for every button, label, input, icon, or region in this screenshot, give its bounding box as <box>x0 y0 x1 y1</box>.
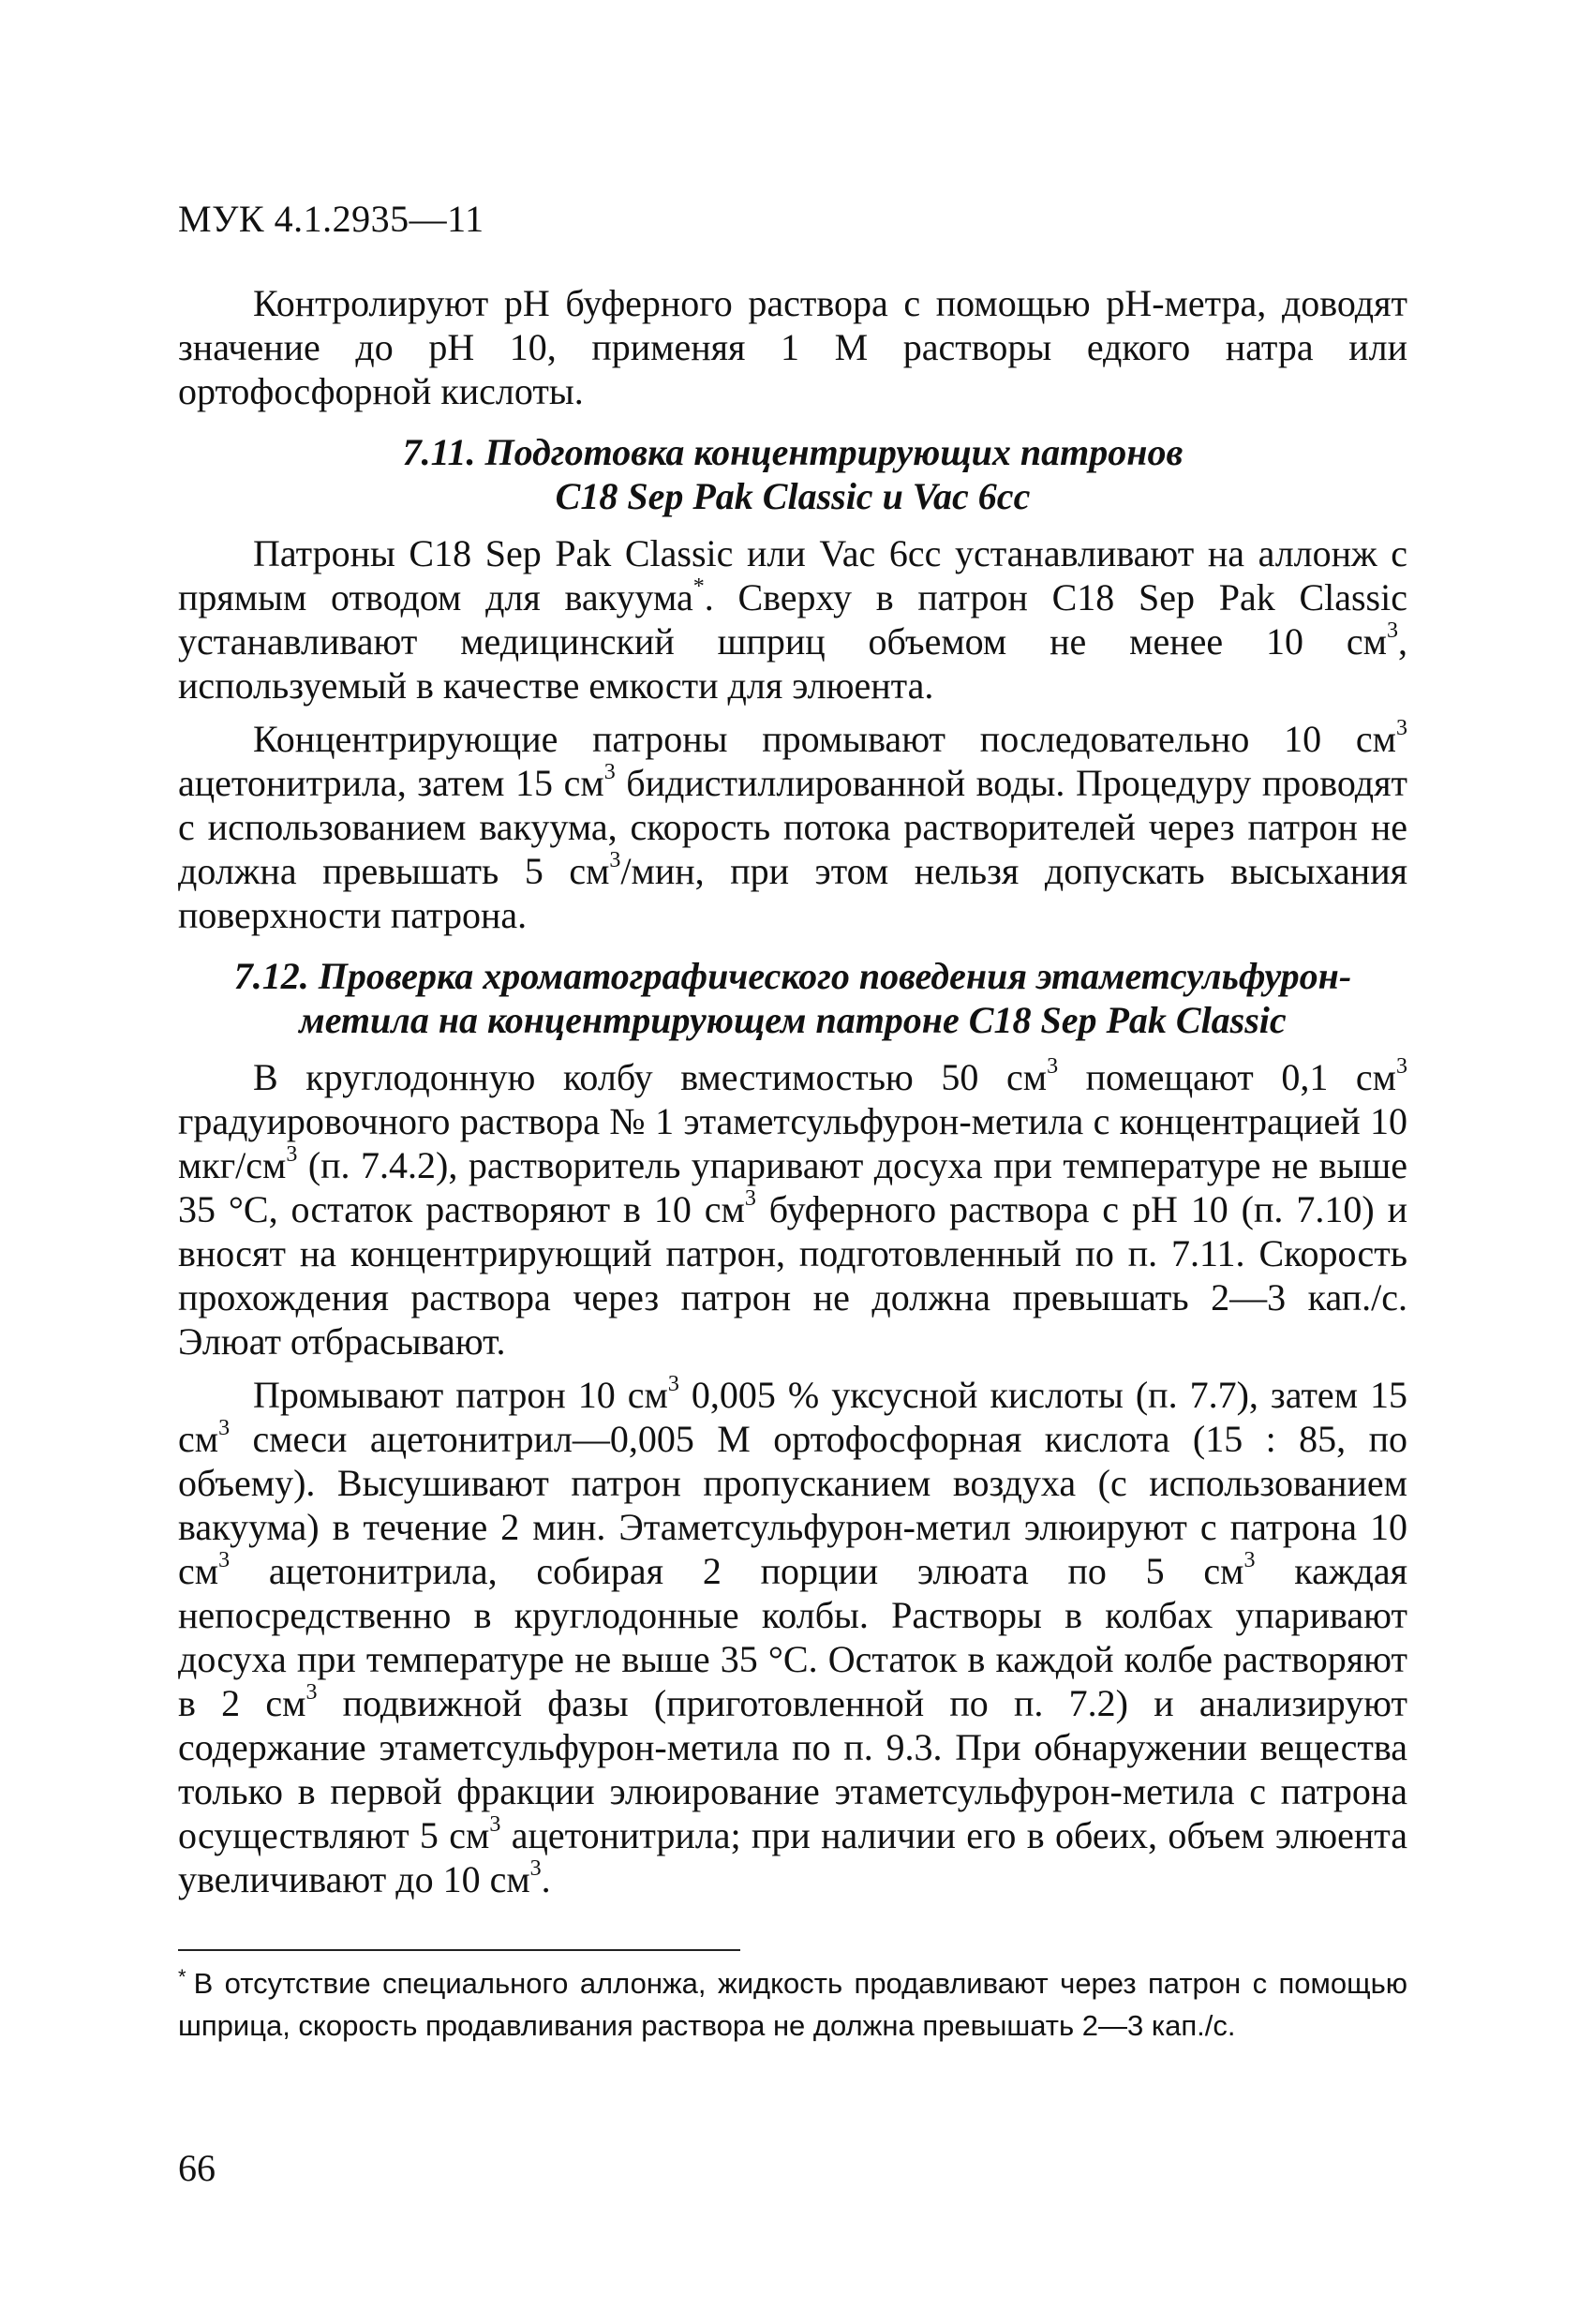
main-text-block <box>178 281 1407 1911</box>
footnote <box>178 1964 1407 2046</box>
footnote-reference-mark: * <box>692 574 705 599</box>
footnote-text: В отсутствие специального аллонжа, жидкость продавливают через патрон с помощью шприца, скорость продавливания раствора не должна превышать 2—3 кап./с. <box>178 1967 1407 2042</box>
section-7-11-title-line1: Подготовка концентрирующих патронов <box>484 431 1184 473</box>
section-7-11-heading <box>178 430 1407 518</box>
section-7-11-paragraph-1: Патроны C18 Sep Pak Classic или Vac 6cc устанавливают на аллонж с прямым отводом для вакуума*. Сверху в патрон C18 Sep Pak Classic устанавливают медицинский шприц объемом не менее 10 $см^3$, используемый в качестве емкости для элюента. <box>178 532 1407 707</box>
page-number: 66 <box>178 2147 216 2189</box>
section-7-12-title-line2: метила на концентрирующем патроне C18 Sep Pak Classic <box>299 999 1287 1041</box>
intro-paragraph: Контролируют pH буферного раствора с помощью pH-метра, доводят значение до pH 10, применяя 1 M растворы едкого натра или ортофосфорной кислоты. <box>178 282 1407 412</box>
document-code-header: МУК 4.1.2935—11 <box>178 198 484 240</box>
section-7-12-paragraph-2: Промывают патрон 10 $см^3$ 0,005 % уксусной кислоты (п. 7.7), затем 15 $см^3$ смеси ацетонитрил—0,005 M ортофосфорная кислота (15 : 85, по объему). Высушивают патрон пропусканием воздуха (с использованием вакуума) в течение 2 мин. Этаметсульфурон-метил элюируют с патрона 10 $см^3$ ацетонитрила, собирая 2 порции элюата по 5 $см^3$ каждая непосредственно в круглодонные колбы. Растворы в колбах упаривают досуха при температуре не выше 35 °C. Остаток в каждой колбе растворяют в 2 $см^3$ подвижной фазы (приготовленной по п. 7.2) и анализируют содержание этаметсульфурон-метила по п. 9.3. При обнаружении вещества только в первой фракции элюирование этаметсульфурон-метила с патрона осуществляют 5 $см^3$ ацетонитрила; при наличии его в обеих, объем элюента увеличивают до 10 $см^3$. <box>178 1371 1408 1900</box>
section-7-12-paragraph-1: В круглодонную колбу вместимостью 50 $см^3$ помещают 0,1 $см^3$ градуировочного раствора № 1 этаметсульфурон-метила с концентрацией 10 мкг/$см^3$ (п. 7.4.2), растворитель упаривают досуха при температуре не выше 35 °C, остаток растворяют в 10 $см^3$ буферного раствора с pH 10 (п. 7.10) и вносят на концентрирующий патрон, подготовленный по п. 7.11. Скорость прохождения раствора через патрон не должна превышать 2—3 кап./с. Элюат отбрасывают. <box>178 1053 1407 1363</box>
section-7-12-number: 7.12. <box>233 955 309 997</box>
footnote-mark: * <box>178 1965 186 1989</box>
section-7-11-number: 7.11. <box>402 431 476 473</box>
section-7-12-title-line1: Проверка хроматографического поведения этаметсульфурон- <box>318 955 1352 997</box>
section-7-12-heading <box>178 954 1407 1042</box>
footnote-divider <box>178 1949 740 1951</box>
section-7-11-paragraph-2: Концентрирующие патроны промывают последовательно 10 $см^3$ ацетонитрила, затем 15 $см^3$ бидистиллированной воды. Процедуру проводят с использованием вакуума, скорость потока растворителей через патрон не должна превышать 5 $см^3$/мин, при этом нельзя допускать высыхания поверхности патрона. <box>178 715 1407 936</box>
section-7-11-title-line2: C18 Sep Pak Classic и Vac 6cc <box>555 475 1031 517</box>
